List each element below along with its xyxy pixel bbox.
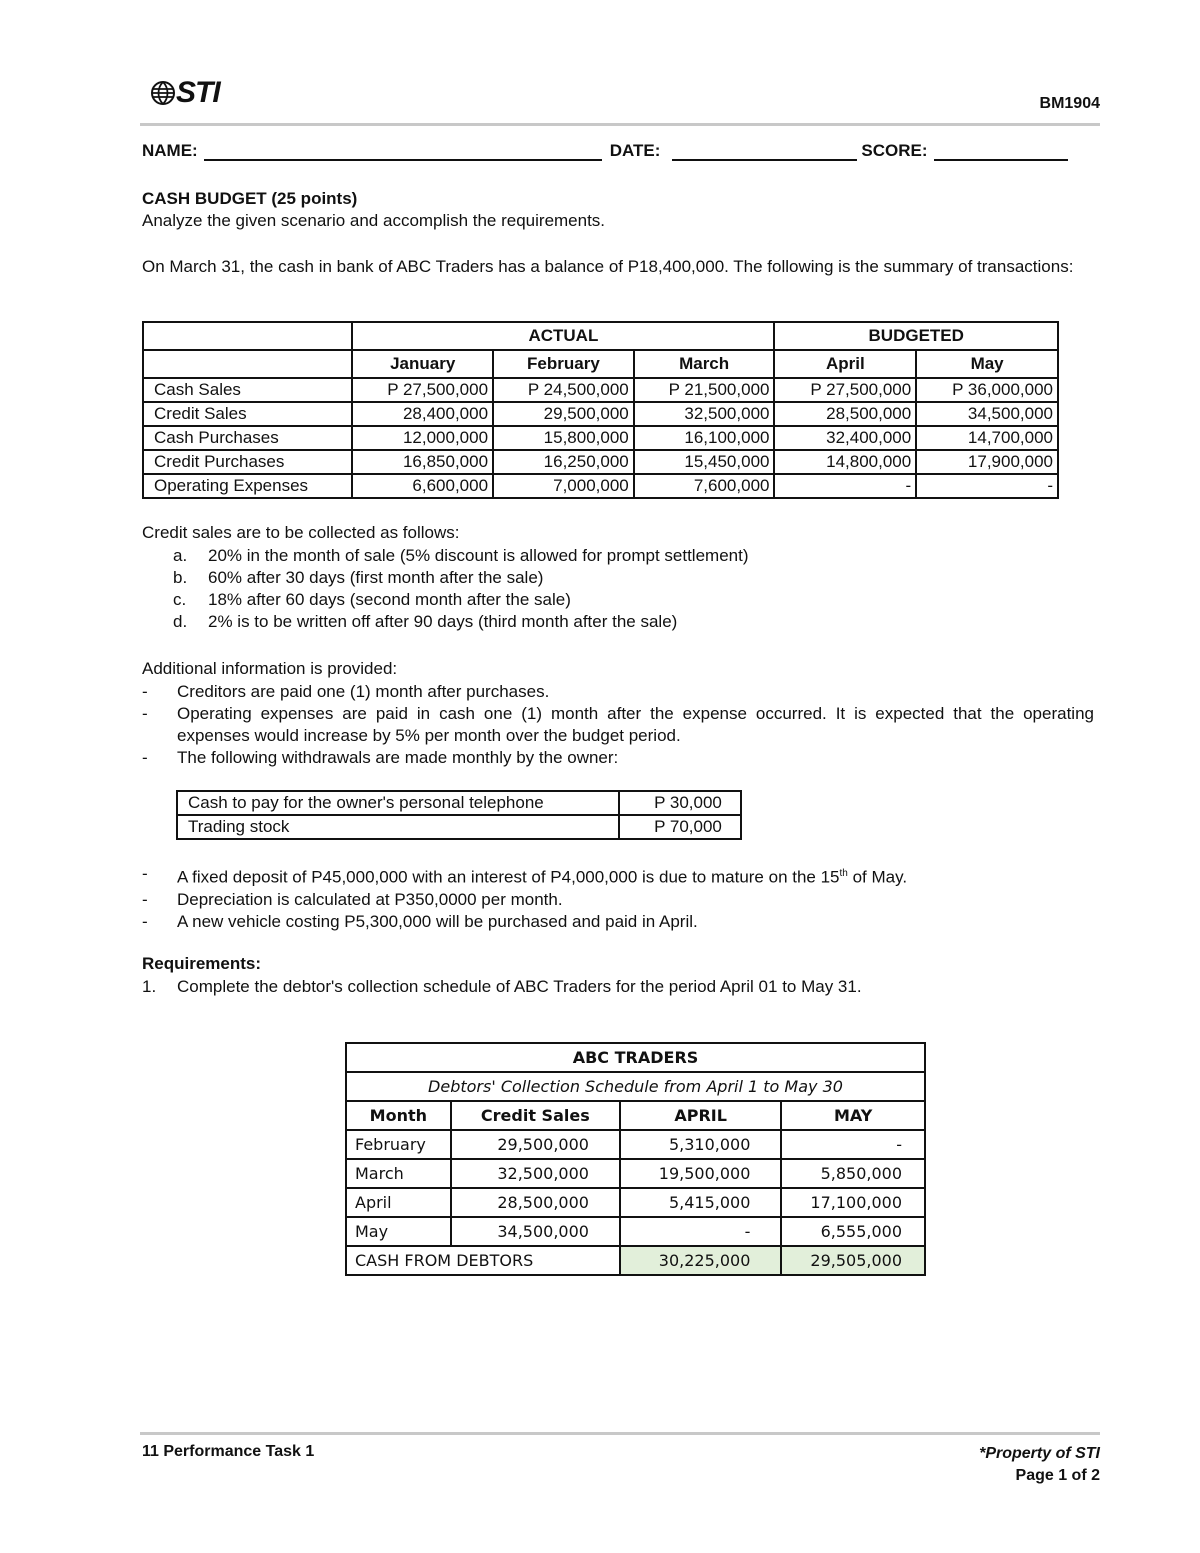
total-may: 29,505,000 [781,1246,925,1275]
list-marker: - [142,748,148,767]
page-number: Page 1 of 2 [1015,1467,1100,1484]
additional-intro: Additional information is provided: [142,659,398,678]
table-row [177,815,741,839]
list-marker: - [142,911,148,931]
list-text: 2% is to be written off after 90 days (third month after the sale) [208,612,678,631]
table-row [346,1188,925,1217]
logo-wordmark: STI [176,76,220,109]
month-header: February [493,350,634,378]
row-label: Credit Sales [143,402,352,426]
group-header-actual: ACTUAL [352,322,774,350]
requirements-title: Requirements: [142,954,262,973]
list-marker: d. [173,612,188,631]
table-cell: P 27,500,000 [774,378,916,402]
table-cell: 15,450,000 [634,450,775,474]
list-item [142,747,1094,769]
table-cell: 34,500,000 [916,402,1058,426]
table-row [346,1159,925,1188]
list-item [142,863,1100,889]
list-item [142,976,1100,998]
table-cell: 17,900,000 [916,450,1058,474]
list-item [173,567,1073,589]
month-header: May [916,350,1058,378]
collection-terms-list [173,545,1073,633]
task-title: CASH BUDGET (25 points) [142,189,358,208]
column-header: Month [346,1101,451,1130]
deposit-text-end: of May. [847,867,908,887]
more-items-list [142,863,1100,933]
name-date-score-row [142,141,1104,161]
list-text: Depreciation is calculated at P350,0000 per month. [177,889,563,909]
list-text: 20% in the month of sale (5% discount is allowed for prompt settlement) [208,546,749,565]
column-header: APRIL [620,1101,781,1130]
footer-right [979,1443,1100,1487]
list-item [173,589,1073,611]
table-row [143,402,1058,426]
group-header-budgeted: BUDGETED [774,322,1058,350]
withdrawal-amount: P 70,000 [619,815,741,839]
score-label: SCORE: [861,141,928,160]
sti-logo [150,76,220,110]
table-cell: 16,250,000 [493,450,634,474]
april-cell: 19,500,000 [620,1159,781,1188]
superscript: th [839,868,848,879]
may-cell: 17,100,000 [781,1188,925,1217]
name-field[interactable] [204,141,602,161]
list-marker: a. [173,546,188,565]
date-label: DATE: [609,141,661,160]
list-marker: b. [173,568,188,587]
table-cell: - [916,474,1058,498]
table-cell: 7,600,000 [634,474,775,498]
table-row [177,791,741,815]
schedule-company: ABC TRADERS [346,1043,925,1072]
document-code: BM1904 [1039,95,1100,112]
withdrawals-table [176,790,742,840]
table-cell: 29,500,000 [493,402,634,426]
list-marker: - [142,682,148,701]
list-text: Creditors are paid one (1) month after purchases. [177,682,550,701]
list-item [142,703,1094,747]
table-row [346,1130,925,1159]
table-row [143,378,1058,402]
table-cell: P 27,500,000 [352,378,493,402]
may-cell: 6,555,000 [781,1217,925,1246]
total-april: 30,225,000 [620,1246,781,1275]
credit-sales-cell: 28,500,000 [451,1188,620,1217]
table-cell: 7,000,000 [493,474,634,498]
month-cell: February [346,1130,451,1159]
list-item [142,681,1094,703]
date-field[interactable] [672,141,857,161]
table-cell: 14,800,000 [774,450,916,474]
instruction-text: Analyze the given scenario and accomplish the requirements. [142,211,606,230]
property-notice: *Property of STI [979,1445,1100,1462]
row-label: Operating Expenses [143,474,352,498]
april-cell: 5,310,000 [620,1130,781,1159]
table-cell: 28,400,000 [352,402,493,426]
month-cell: April [346,1188,451,1217]
table-cell: P 24,500,000 [493,378,634,402]
column-header: MAY [781,1101,925,1130]
month-header: March [634,350,775,378]
list-text: Operating expenses are paid in cash one (1) month after the expense occurred. It is expected that the operating expenses would increase by 5% per month over the budget period. [177,704,1094,745]
list-text: 60% after 30 days (first month after the sale) [208,568,544,587]
name-label: NAME: [142,141,198,160]
footer-left: 11 Performance Task 1 [142,1443,315,1460]
table-cell: 12,000,000 [352,426,493,450]
table-cell: - [774,474,916,498]
table-cell: P 36,000,000 [916,378,1058,402]
list-marker: 1. [142,977,157,996]
list-marker: c. [173,590,187,609]
table-corner-cell [143,322,352,350]
table-cell: 16,850,000 [352,450,493,474]
table-row [143,474,1058,498]
credit-sales-cell: 29,500,000 [451,1130,620,1159]
list-item [173,611,1073,633]
header-divider [140,123,1100,126]
may-cell: 5,850,000 [781,1159,925,1188]
row-label: Cash Purchases [143,426,352,450]
row-label: Cash Sales [143,378,352,402]
may-cell: - [781,1130,925,1159]
total-row [346,1246,925,1275]
requirement-item [142,976,1100,998]
month-cell: March [346,1159,451,1188]
withdrawal-label: Cash to pay for the owner's personal telephone [177,791,619,815]
additional-items-list [142,681,1094,769]
collection-intro: Credit sales are to be collected as follows: [142,523,460,542]
list-marker: - [142,704,148,723]
april-cell: 5,415,000 [620,1188,781,1217]
month-cell: May [346,1217,451,1246]
table-row [143,450,1058,474]
table-row [346,1217,925,1246]
column-header: Credit Sales [451,1101,620,1130]
deposit-text: A fixed deposit of P45,000,000 with an interest of P4,000,000 is due to mature on the 15 [177,867,840,887]
list-text: A new vehicle costing P5,300,000 will be purchased and paid in April. [177,911,698,931]
row-label: Credit Purchases [143,450,352,474]
table-cell: 32,400,000 [774,426,916,450]
table-cell: P 21,500,000 [634,378,775,402]
total-label: CASH FROM DEBTORS [346,1246,620,1275]
scenario-text: On March 31, the cash in bank of ABC Traders has a balance of P18,400,000. The following is the summary of transactions: [142,257,1074,276]
list-text: Complete the debtor's collection schedule of ABC Traders for the period April 01 to May 31. [177,977,862,996]
table-corner-cell [143,350,352,378]
list-marker: - [142,889,148,909]
debtors-collection-schedule [345,1042,926,1276]
table-cell: 6,600,000 [352,474,493,498]
credit-sales-cell: 34,500,000 [451,1217,620,1246]
table-cell: 14,700,000 [916,426,1058,450]
list-item [173,545,1073,567]
list-item [142,889,1100,911]
list-text: 18% after 60 days (second month after the sale) [208,590,571,609]
table-cell: 16,100,000 [634,426,775,450]
schedule-subtitle: Debtors' Collection Schedule from April 1 to May 30 [346,1072,925,1101]
list-text: The following withdrawals are made monthly by the owner: [177,748,619,767]
month-header: April [774,350,916,378]
score-field[interactable] [934,141,1068,161]
month-header: January [352,350,493,378]
table-cell: 15,800,000 [493,426,634,450]
list-marker: - [142,864,148,883]
table-cell: 32,500,000 [634,402,775,426]
credit-sales-cell: 32,500,000 [451,1159,620,1188]
list-text [177,863,907,889]
transactions-summary-table [142,321,1059,499]
globe-icon [150,80,176,106]
footer-divider [140,1432,1100,1435]
table-row [143,426,1058,450]
april-cell: - [620,1217,781,1246]
table-cell: 28,500,000 [774,402,916,426]
withdrawal-label: Trading stock [177,815,619,839]
list-item [142,911,1100,933]
withdrawal-amount: P 30,000 [619,791,741,815]
